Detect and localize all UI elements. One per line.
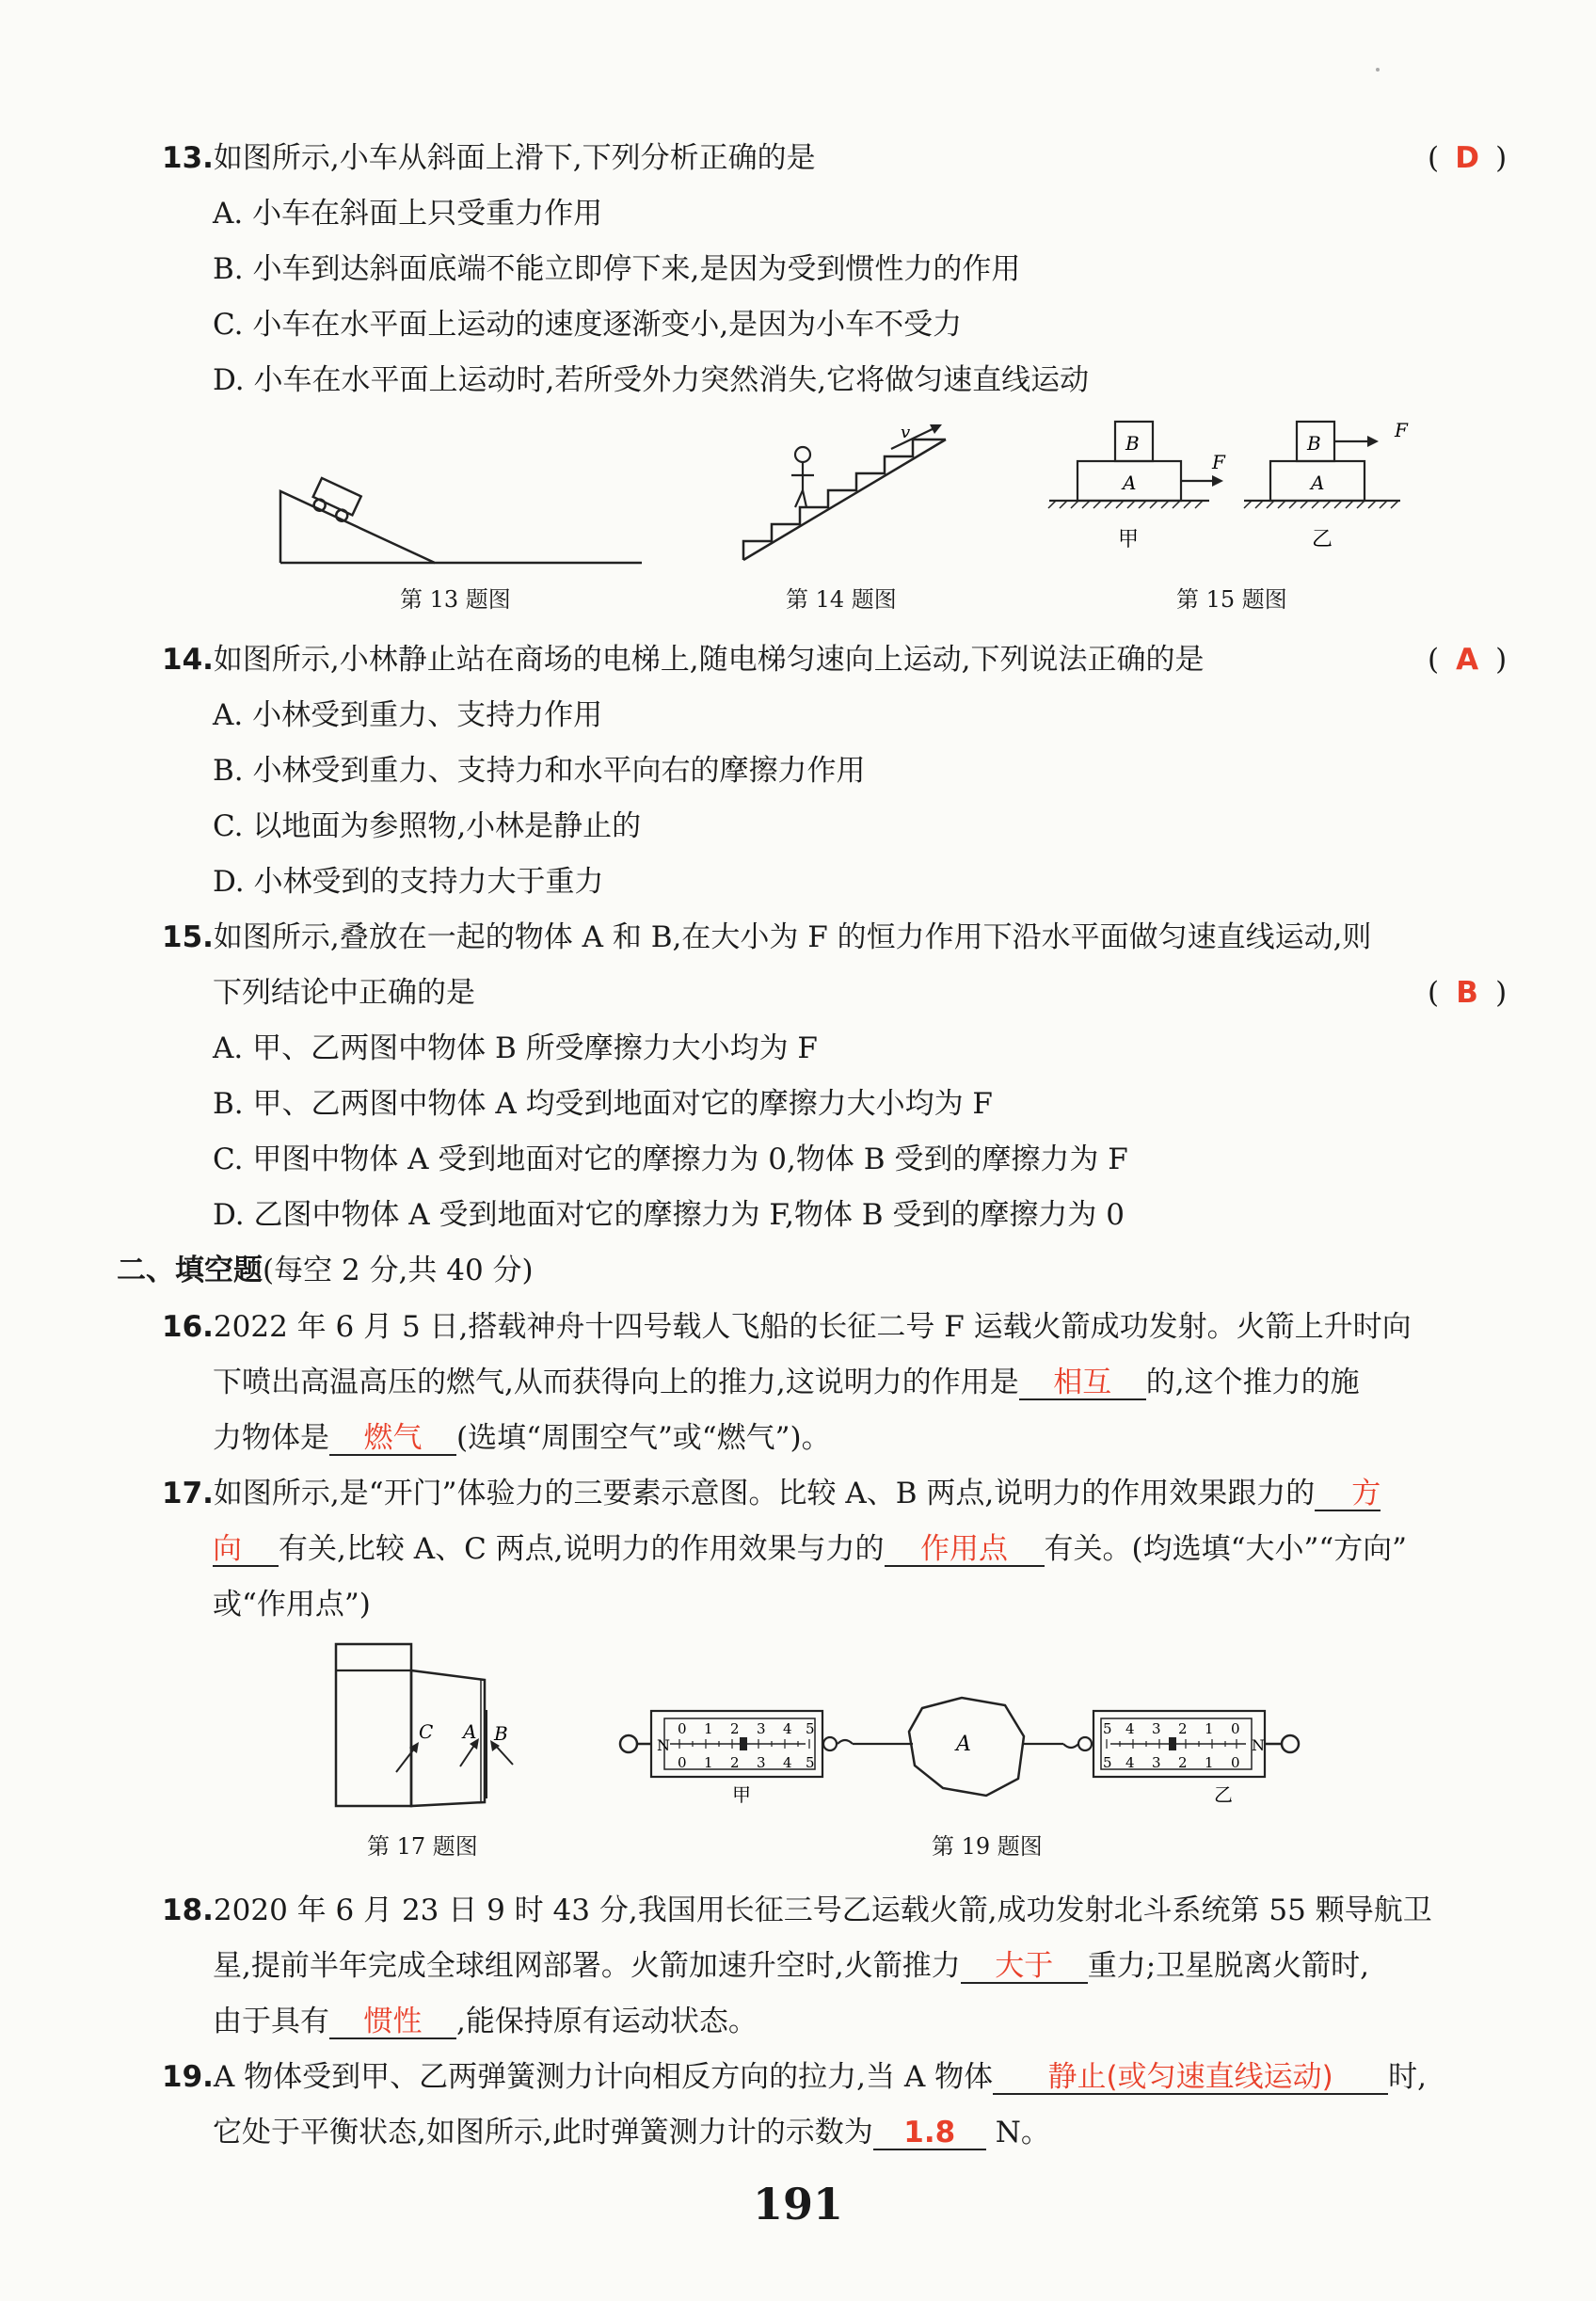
- fig15-yi-block-b-label: B: [1307, 432, 1321, 455]
- q19-line2: [213, 2114, 1050, 2151]
- fig15-jia-force-label: F: [1212, 451, 1225, 473]
- section2-header: [117, 1252, 534, 1289]
- fig17-point-b-label: B: [494, 1722, 508, 1745]
- q13-stem: [162, 139, 816, 177]
- fig19-yi-scale-bottom-3: 3: [1152, 1754, 1161, 1771]
- fig19-jia-scale-bottom-5: 5: [806, 1754, 815, 1771]
- fig17-door-diagram: [334, 1642, 532, 1812]
- fig19-caption: 第 19 题图: [932, 1833, 1043, 1860]
- q15-option-c: C. 甲图中物体 A 受到地面对它的摩擦力为 0,物体 B 受到的摩擦力为 F: [213, 1143, 1128, 1176]
- fig19-yi-scale-top-0: 0: [1231, 1720, 1240, 1737]
- q16-text-2b: 的,这个推力的施: [1145, 1366, 1360, 1399]
- fig19-yi-scale-top-5: 5: [1103, 1720, 1112, 1737]
- fig19-yi-scale-top-1: 1: [1205, 1720, 1214, 1737]
- q17-blank-1-part1[interactable]: 方: [1315, 1478, 1381, 1511]
- q15-number: 15.: [162, 920, 214, 954]
- q18-text-2a: 星,提前半年完成全球组网部署。火箭加速升空时,火箭推力: [213, 1949, 961, 1983]
- fig19-jia-scale-bottom-0: 0: [678, 1754, 687, 1771]
- fig13-caption: 第 13 题图: [400, 586, 511, 613]
- q18-blank-2[interactable]: 惯性: [329, 2005, 456, 2039]
- q17-line3: 或“作用点”): [213, 1588, 371, 1622]
- q17-blank-1-part2[interactable]: 向: [213, 1533, 279, 1567]
- q13-answer: D: [1455, 141, 1479, 175]
- q15-option-d: D. 乙图中物体 A 受到地面对它的摩擦力为 F,物体 B 受到的摩擦力为 0: [213, 1198, 1125, 1232]
- q17-blank-2[interactable]: 作用点: [885, 1533, 1045, 1567]
- q14-answer-box: ( A ): [1428, 643, 1508, 677]
- fig19-yi-scale-bottom-2: 2: [1178, 1754, 1188, 1771]
- fig19-yi-scale-top-4: 4: [1125, 1720, 1135, 1737]
- fig19-yi-scale-top-3: 3: [1152, 1720, 1161, 1737]
- q15-option-a: A. 甲、乙两图中物体 B 所受摩擦力大小均为 F: [213, 1031, 818, 1065]
- fig19-jia-scale-top-2: 2: [730, 1720, 740, 1737]
- q14-text: 如图所示,小林静止站在商场的电梯上,随电梯匀速向上运动,下列说法正确的是: [213, 643, 1205, 677]
- q19-text-1b: 时,: [1388, 2060, 1427, 2094]
- q19-line1: [162, 2058, 1427, 2096]
- fig17-point-a-label: A: [463, 1720, 477, 1743]
- fig19-yi-scale-bottom-5: 5: [1103, 1754, 1112, 1771]
- q14-option-c: C. 以地面为参照物,小林是静止的: [213, 809, 642, 843]
- q15-text-1: 如图所示,叠放在一起的物体 A 和 B,在大小为 F 的恒力作用下沿水平面做匀速直线运动,则: [213, 920, 1372, 954]
- fig19-yi-label: 乙: [1214, 1783, 1233, 1806]
- q14-number: 14.: [162, 643, 214, 677]
- fig19-jia-scale-bottom-3: 3: [757, 1754, 766, 1771]
- fig19-jia-scale-top-0: 0: [678, 1720, 687, 1737]
- q15-stem-line1: [162, 919, 1371, 956]
- fig15-yi-block-a-label: A: [1311, 471, 1325, 494]
- fig15-yi-force-label: F: [1395, 419, 1408, 441]
- q19-text-1a: A 物体受到甲、乙两弹簧测力计向相反方向的拉力,当 A 物体: [213, 2060, 994, 2094]
- fig19-jia-scale-bottom-2: 2: [730, 1754, 740, 1771]
- section2-note: (每空 2 分,共 40 分): [263, 1254, 534, 1287]
- q19-text-2b: N。: [995, 2116, 1050, 2149]
- q13-option-b: B. 小车到达斜面底端不能立即停下来,是因为受到惯性力的作用: [213, 252, 1021, 286]
- fig19-jia-label: 甲: [732, 1783, 751, 1806]
- fig19-jia-scale-top-4: 4: [783, 1720, 792, 1737]
- q19-number: 19.: [162, 2060, 214, 2094]
- q16-text-2a: 下喷出高温高压的燃气,从而获得向上的推力,这说明力的作用是: [213, 1366, 1019, 1399]
- q17-text-1: 如图所示,是“开门”体验力的三要素示意图。比较 A、B 两点,说明力的作用效果跟力的: [213, 1477, 1316, 1510]
- q17-line2: [213, 1530, 1407, 1568]
- fig19-jia-scale-bottom-4: 4: [783, 1754, 792, 1771]
- q18-text-1: 2020 年 6 月 23 日 9 时 43 分,我国用长征三号乙运载火箭,成功发射北斗系统第 55 颗导航卫: [213, 1894, 1432, 1927]
- q19-blank-1[interactable]: 静止(或匀速直线运动): [993, 2061, 1388, 2095]
- fig19-yi-n-label: N: [1252, 1736, 1265, 1754]
- fig15-jia-label: 甲: [1118, 528, 1140, 551]
- q16-text-3a: 力物体是: [213, 1421, 329, 1455]
- q18-text-3a: 由于具有: [213, 2005, 329, 2038]
- q13-text: 如图所示,小车从斜面上滑下,下列分析正确的是: [213, 141, 816, 175]
- q18-line3: [213, 2003, 758, 2040]
- q16-line2: [213, 1364, 1360, 1401]
- fig14-escalator-diagram: [739, 419, 965, 569]
- q14-option-b: B. 小林受到重力、支持力和水平向右的摩擦力作用: [213, 754, 866, 788]
- q19-blank-2[interactable]: 1.8: [873, 2117, 986, 2150]
- q18-line1: [162, 1892, 1432, 1929]
- fig17-point-c-label: C: [419, 1720, 434, 1743]
- q13-option-d: D. 小车在水平面上运动时,若所受外力突然消失,它将做匀速直线运动: [213, 363, 1090, 397]
- q16-line3: [213, 1419, 831, 1457]
- fig14-velocity-label: v: [901, 423, 911, 442]
- fig19-jia-scale-bottom-1: 1: [704, 1754, 713, 1771]
- q15-option-b: B. 甲、乙两图中物体 A 均受到地面对它的摩擦力大小均为 F: [213, 1087, 993, 1121]
- q18-blank-1[interactable]: 大于: [961, 1950, 1088, 1984]
- q17-number: 17.: [162, 1477, 214, 1510]
- q13-number: 13.: [162, 141, 214, 175]
- q18-number: 18.: [162, 1894, 214, 1927]
- q13-answer-box: ( D ): [1428, 141, 1508, 175]
- q16-blank-1[interactable]: 相互: [1019, 1366, 1146, 1400]
- fig17-caption: 第 17 题图: [367, 1833, 478, 1860]
- fig19-jia-scale-top-5: 5: [806, 1720, 815, 1737]
- q16-blank-2[interactable]: 燃气: [329, 1422, 456, 1456]
- q14-option-a: A. 小林受到重力、支持力作用: [213, 698, 603, 732]
- fig19-yi-scale-bottom-4: 4: [1125, 1754, 1135, 1771]
- q16-text-1: 2022 年 6 月 5 日,搭载神舟十四号载人飞船的长征二号 F 运载火箭成功发射。火箭上升时向: [213, 1310, 1412, 1344]
- fig19-object-a-label: A: [956, 1733, 971, 1756]
- fig13-incline-diagram: [273, 442, 649, 574]
- q19-text-2a: 它处于平衡状态,如图所示,此时弹簧测力计的示数为: [213, 2116, 873, 2149]
- fig14-caption: 第 14 题图: [786, 586, 897, 613]
- q15-answer-box: ( B ): [1428, 976, 1508, 1010]
- fig19-yi-scale-top-2: 2: [1178, 1720, 1188, 1737]
- fig19-yi-scale-bottom-0: 0: [1231, 1754, 1240, 1771]
- q16-line1: [162, 1308, 1412, 1346]
- section2-title: 二、填空题: [117, 1254, 263, 1287]
- q15-answer: B: [1456, 976, 1478, 1010]
- page-number: 191: [752, 2179, 844, 2229]
- q18-text-2b: 重力;卫星脱离火箭时,: [1087, 1949, 1370, 1983]
- q18-line2: [213, 1947, 1369, 1985]
- scan-speck: [1376, 68, 1380, 72]
- q16-number: 16.: [162, 1310, 214, 1344]
- q15-stem-line2: 下列结论中正确的是: [213, 976, 475, 1010]
- q16-text-3b: (选填“周围空气”或“燃气”)。: [456, 1421, 831, 1455]
- fig19-jia-scale-top-1: 1: [704, 1720, 713, 1737]
- q17-text-2b: 有关。(均选填“大小”“方向”: [1044, 1532, 1408, 1566]
- q17-line1: [162, 1475, 1381, 1512]
- q14-answer: A: [1456, 643, 1479, 677]
- fig15-jia-block-a-label: A: [1123, 471, 1137, 494]
- fig19-jia-n-label: N: [657, 1736, 670, 1754]
- fig19-jia-scale-top-3: 3: [757, 1720, 766, 1737]
- q14-option-d: D. 小林受到的支持力大于重力: [213, 865, 604, 899]
- fig15-yi-label: 乙: [1312, 528, 1333, 551]
- fig15-caption: 第 15 题图: [1176, 586, 1287, 613]
- q13-option-c: C. 小车在水平面上运动的速度逐渐变小,是因为小车不受力: [213, 308, 963, 342]
- q17-text-2a: 有关,比较 A、C 两点,说明力的作用效果与力的: [279, 1532, 885, 1566]
- fig19-spring-scales-diagram: [612, 1685, 1383, 1816]
- fig19-yi-scale-bottom-1: 1: [1205, 1754, 1214, 1771]
- fig15-stacked-blocks-diagram: [1045, 414, 1421, 565]
- fig15-jia-block-b-label: B: [1125, 432, 1140, 455]
- q14-stem: [162, 641, 1204, 679]
- q18-text-3b: ,能保持原有运动状态。: [456, 2005, 758, 2038]
- q13-option-a: A. 小车在斜面上只受重力作用: [213, 197, 603, 231]
